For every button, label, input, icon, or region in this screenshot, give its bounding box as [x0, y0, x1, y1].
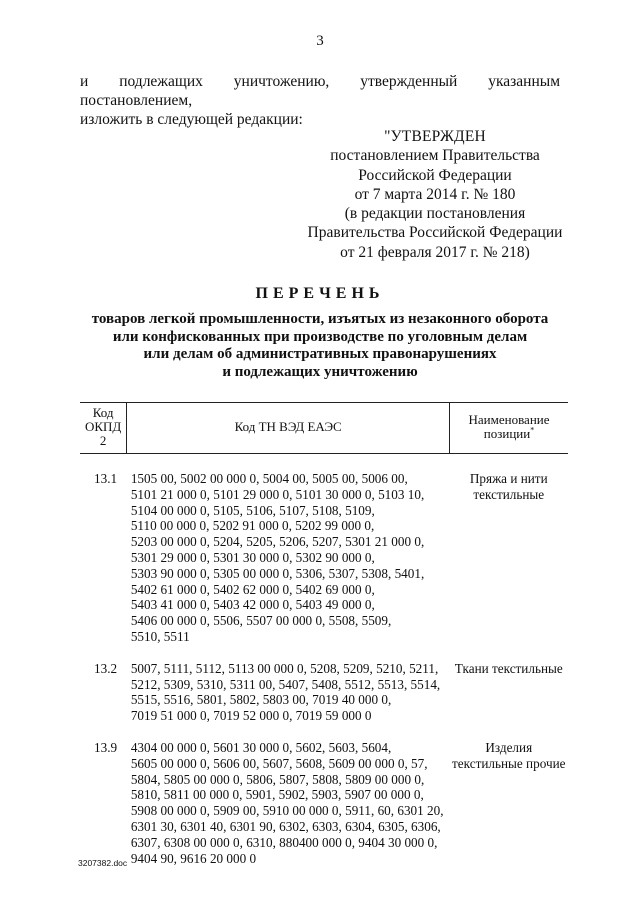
code-line: 6301 30, 6301 40, 6301 90, 6302, 6303, 6304, 6305, 6306, [130, 818, 441, 834]
approval-line: (в редакции постановления [344, 205, 526, 223]
header-okpd-line: Код [92, 405, 114, 420]
tnved-codes [127, 724, 450, 866]
intro-line: изложить в следующей редакции: [80, 111, 303, 128]
code-line: 5804, 5805 00 000 0, 5806, 5807, 5808, 5809 00 000 0, [130, 771, 425, 787]
okpd-code: 13.9 [94, 739, 118, 755]
table-row [80, 645, 568, 724]
subtitle-line: или делам об административных правонарушениях [143, 346, 497, 362]
header-name-line: Наименование [468, 412, 550, 427]
goods-table [80, 402, 568, 866]
okpd-code: 13.1 [94, 471, 118, 486]
page-number: 3 [316, 33, 324, 49]
document-subtitle [60, 311, 580, 381]
subtitle-line: и подлежащих уничтожению [222, 363, 418, 380]
code-line: 5104 00 000 0, 5105, 5106, 5107, 5108, 5109, [130, 502, 375, 518]
approval-line: от 7 марта 2014 г. № 180 [354, 185, 516, 203]
subtitle-line: товаров легкой промышленности, изъятых из незаконного оборота [91, 311, 549, 327]
code-line: 6307, 6308 00 000 0, 6310, 880400 000 0, 9404 30 000 0, [130, 834, 438, 850]
code-line: 5908 00 000 0, 5909 00, 5910 00 000 0, 5911, 60, 6301 20, [130, 803, 444, 819]
subtitle-line: или конфискованных при производстве по уголовным делам [112, 328, 528, 345]
name-line: текстильные [473, 486, 545, 502]
code-line: 1505 00, 5002 00 000 0, 5004 00, 5005 00, 5006 00, [130, 471, 408, 486]
code-line: 5810, 5811 00 000 0, 5901, 5902, 5903, 5907 00 000 0, [130, 787, 424, 803]
document-title: ПЕРЕЧЕНЬ [255, 285, 385, 302]
table-row [80, 454, 568, 645]
table-row [80, 724, 568, 866]
code-line: 5406 00 000 0, 5506, 5507 00 000 0, 5508, 5509, [130, 613, 392, 629]
header-name [450, 403, 568, 454]
tnved-codes [127, 645, 450, 724]
code-line: 5402 61 000 0, 5402 62 000 0, 5402 69 000 0, [130, 581, 375, 597]
code-line: 5303 90 000 0, 5305 00 000 0, 5306, 5307, 5308, 5401, [130, 565, 425, 581]
code-line: 5605 00 000 0, 5606 00, 5607, 5608, 5609 00 000 0, 57, [130, 755, 428, 771]
approval-line: Правительства Российской Федерации [307, 224, 563, 242]
approval-stamp [300, 127, 570, 262]
item-name [450, 645, 568, 724]
header-okpd-line: ОКПД 2 [84, 419, 122, 448]
code-line: 4304 00 000 0, 5601 30 000 0, 5602, 5603, 5604, [130, 739, 392, 755]
approval-line: Российской Федерации [358, 166, 512, 184]
name-line: текстильные прочие [452, 755, 566, 771]
header-name-line [452, 427, 566, 441]
code-line: 5203 00 000 0, 5204, 5205, 5206, 5207, 5301 21 000 0, [130, 534, 425, 550]
name-line: Ткани текстильные [454, 660, 563, 676]
table-header-row [80, 403, 568, 454]
code-line: 5515, 5516, 5801, 5802, 5803 00, 7019 40 000 0, [130, 692, 392, 708]
code-line: 5510, 5511 [130, 628, 190, 644]
code-line: 5212, 5309, 5310, 5311 00, 5407, 5408, 5512, 5513, 5514, [130, 676, 441, 692]
code-line: 7019 51 000 0, 7019 52 000 0, 7019 59 000 0 [130, 708, 372, 724]
code-line: 5403 41 000 0, 5403 42 000 0, 5403 49 000 0, [130, 597, 375, 613]
item-name [450, 724, 568, 866]
okpd-code: 13.2 [94, 660, 118, 676]
intro-line: и подлежащих уничтожению, утвержденный указанным постановлением, [80, 73, 560, 109]
approval-line: постановлением Правительства [330, 147, 540, 165]
name-line: Пряжа и нити [469, 471, 548, 486]
tnved-codes [127, 454, 450, 645]
name-line: Изделия [485, 739, 533, 755]
intro-paragraph [80, 72, 560, 129]
code-line: 5007, 5111, 5112, 5113 00 000 0, 5208, 5209, 5210, 5211, [130, 660, 439, 676]
approval-line: "УТВЕРЖДЕН [384, 128, 486, 145]
code-line: 5110 00 000 0, 5202 91 000 0, 5202 99 000 0, [130, 518, 375, 534]
approval-line: от 21 февраля 2017 г. № 218) [340, 243, 530, 261]
item-name [450, 454, 568, 645]
header-okpd [80, 403, 127, 454]
header-name-text: позиции [483, 426, 531, 441]
code-line: 9404 90, 9616 20 000 0 [130, 850, 257, 866]
header-tnved: Код ТН ВЭД ЕАЭС [127, 403, 450, 454]
code-line: 5301 29 000 0, 5301 30 000 0, 5302 90 000 0, [130, 549, 375, 565]
footnote-mark: * [530, 425, 535, 435]
code-line: 5101 21 000 0, 5101 29 000 0, 5101 30 000 0, 5103 10, [130, 486, 425, 502]
file-name-footer: 3207382.doc [78, 858, 128, 868]
